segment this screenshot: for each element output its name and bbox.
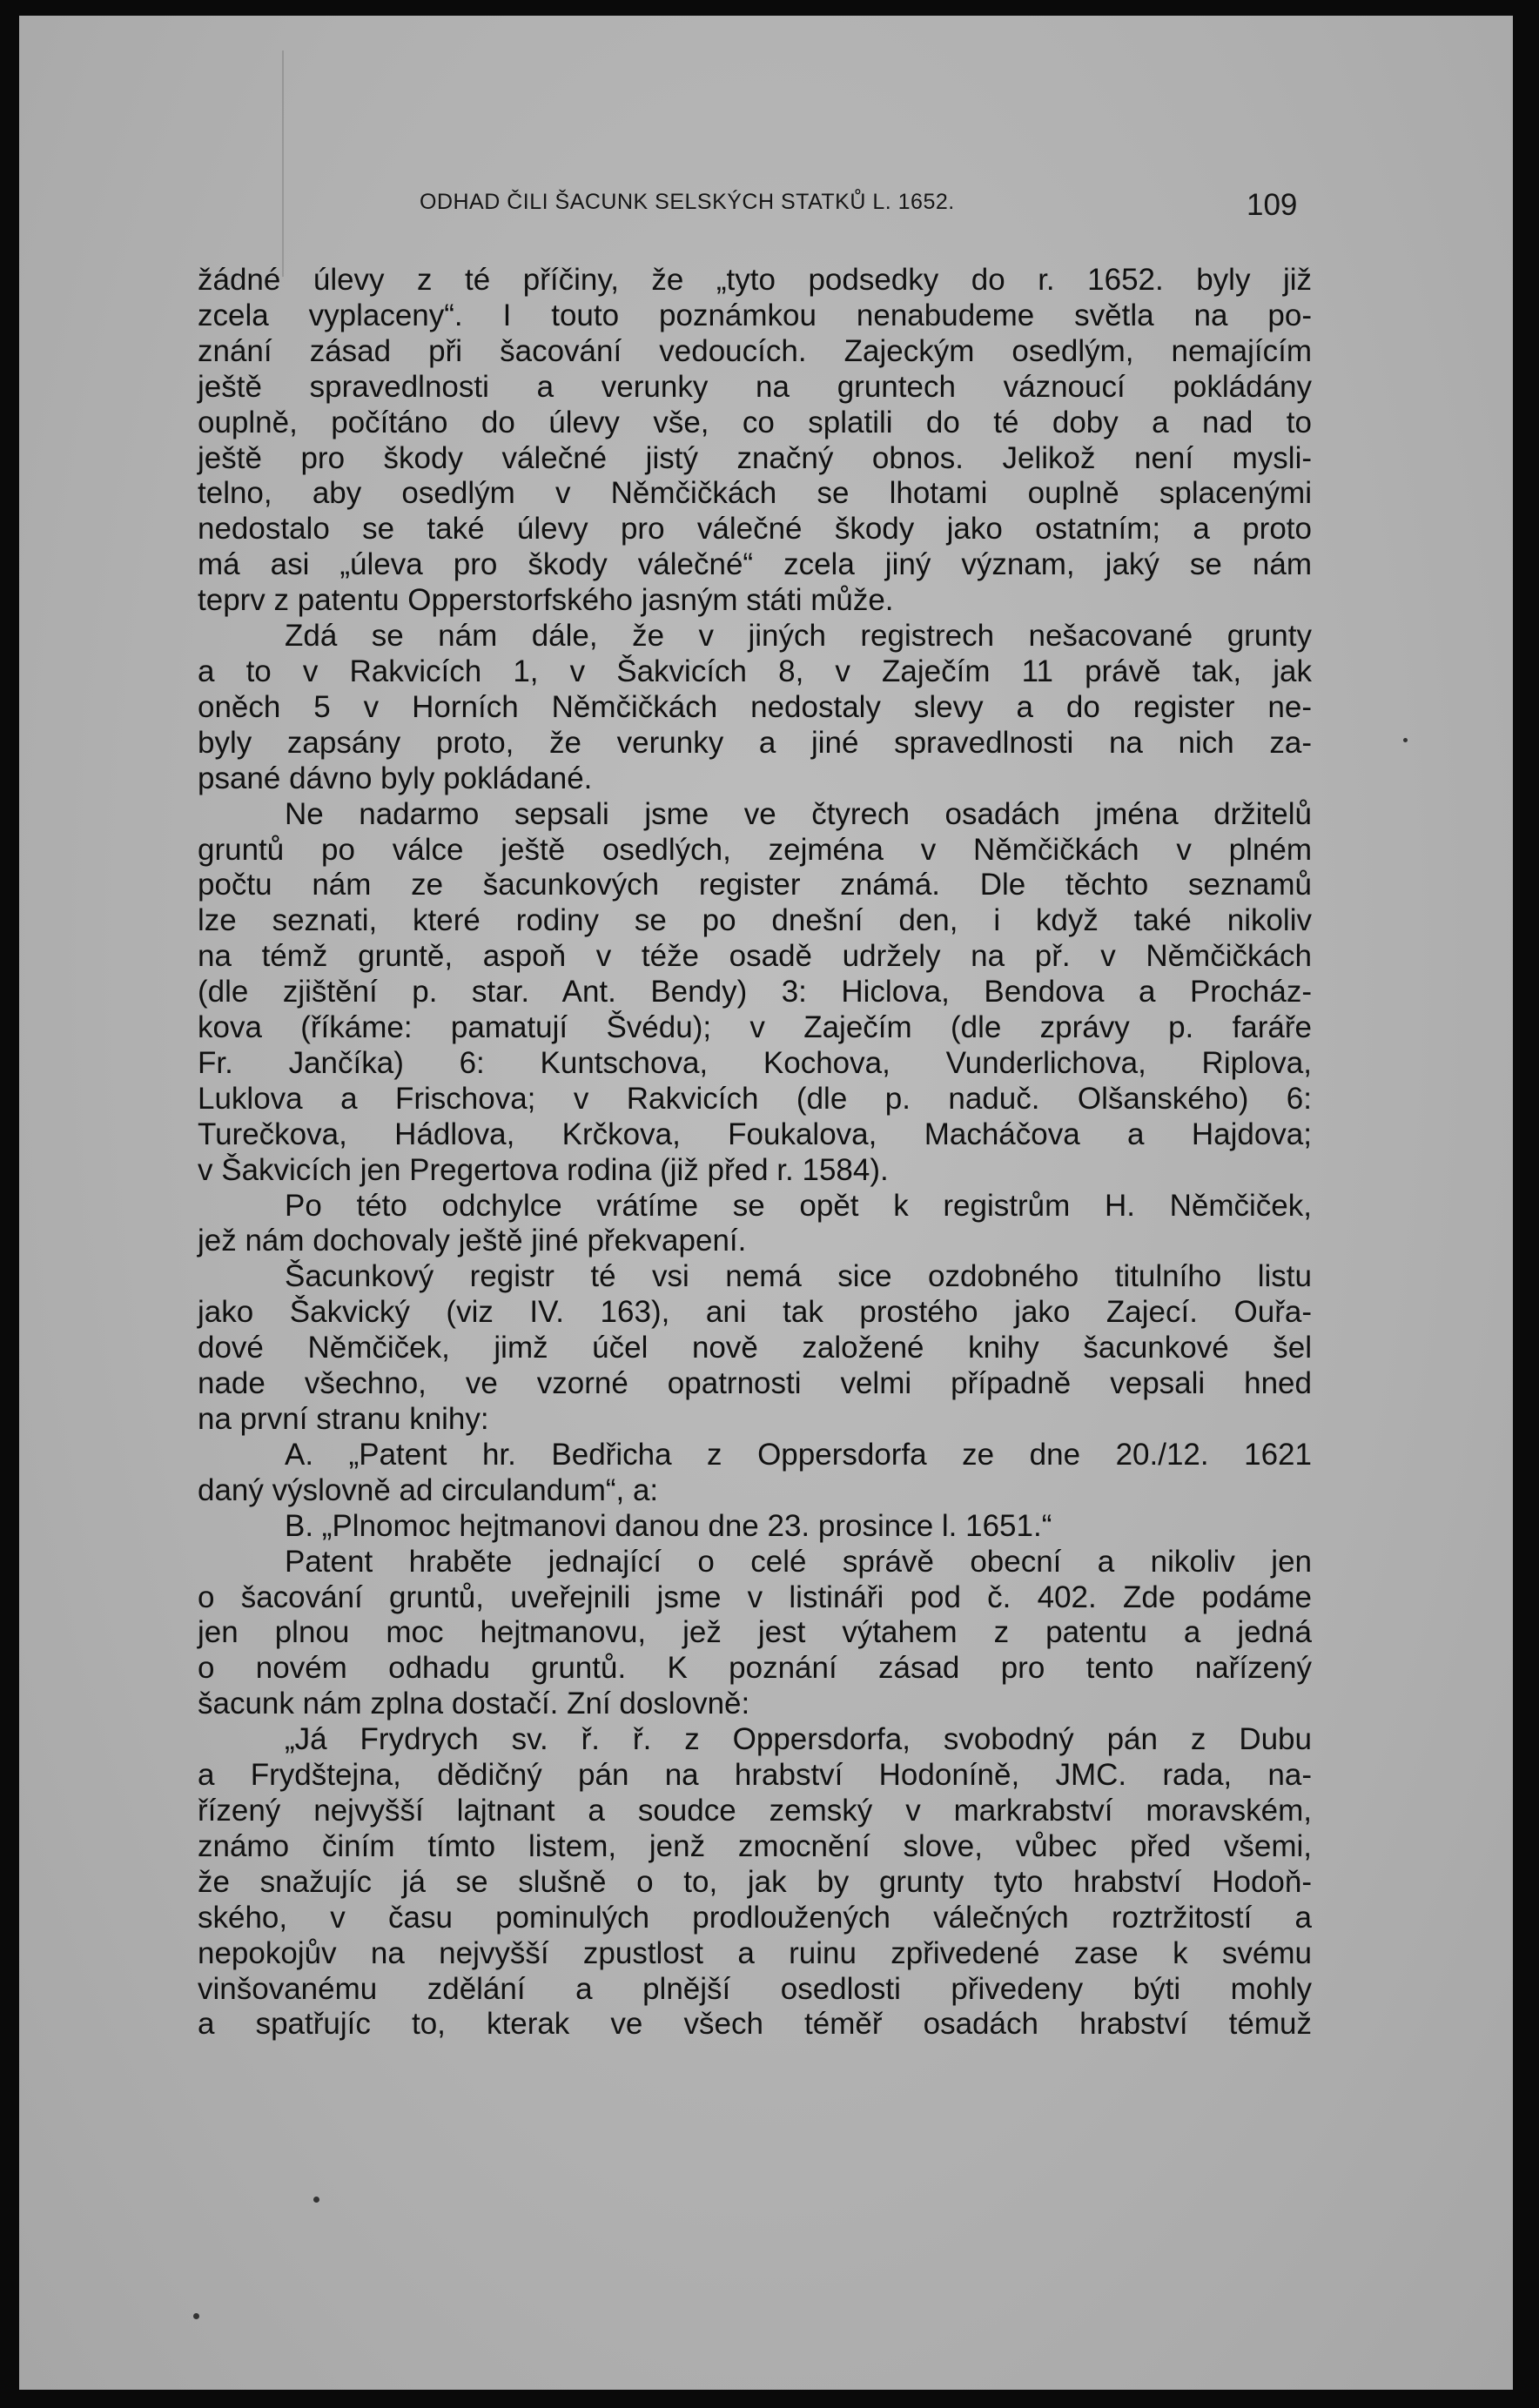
text-line: má asi „úleva pro škody válečné“ zcela jiný význam, jaký se nám [198,547,1312,582]
scan-speck [313,2197,319,2203]
text-line: a to v Rakvicích 1, v Šakvicích 8, v Zaječím 11 právě tak, jak [198,654,1312,688]
quote-start: „Já Frydrych sv. ř. ř. z Oppersdorfa, svobodný pán z Dubu [285,1722,1312,1757]
text-line: Fr. Jančíka) 6: Kuntschova, Kochova, Vunderlichova, Riplova, [198,1045,1312,1080]
text-line: šacunk nám zplna dostačí. Zní doslovně: [198,1687,750,1721]
text-line: o šacování gruntů, uveřejnili jsme v listináři pod č. 402. Zde podáme [198,1580,1312,1614]
text-line: znání zásad při šacování vedoucích. Zajeckým osedlým, nemajícím [198,333,1312,368]
text-line: Luklova a Frischova; v Rakvicích (dle p. naduč. Olšanského) 6: [198,1081,1312,1116]
text-line: byly zapsány proto, že verunky a jiné spravedlnosti na nich za- [198,725,1312,760]
text-line: dové Němčiček, jimž účel nově založené knihy šacunkové šel [198,1331,1312,1365]
scan-artifact-line [282,50,284,277]
text-line: Turečkova, Hádlova, Krčkova, Foukalova, Macháčova a Hajdova; [198,1117,1312,1151]
quote-line: známo činím tímto listem, jenž zmocnění slove, vůbec před všemi, [198,1828,1312,1863]
text-line: zcela vyplaceny“. I touto poznámkou nenabudeme světla na po- [198,298,1312,332]
paragraph-start: Patent hraběte jednající o celé správě obecní a nikoliv jen [285,1544,1312,1579]
text-line: teprv z patentu Opperstorfského jasným státi může. [198,583,894,618]
text-line: (dle zjištění p. star. Ant. Bendy) 3: Hiclova, Bendova a Procház- [198,975,1312,1009]
text-line: psané dávno byly pokládané. [198,761,593,795]
list-item-b: B. „Plnomoc hejtmanovi danou dne 23. prosince l. 1651.“ [285,1508,1052,1543]
text-line: na témž gruntě, aspoň v téže osadě udržely na př. v Němčičkách [198,939,1312,974]
paragraph-start: Po této odchylce vrátíme se opět k registrům H. Němčiček, [285,1188,1312,1223]
list-item-a: A. „Patent hr. Bedřicha z Oppersdorfa ze dne 20./12. 1621 [285,1437,1312,1472]
paragraph-start: Ne nadarmo sepsali jsme ve čtyrech osadách jména držitelů [285,796,1312,831]
text-line: o novém odhadu gruntů. K poznání zásad pro tento nařízený [198,1651,1312,1686]
text-line: gruntů po válce ještě osedlých, zejména v Němčičkách v plném [198,832,1312,867]
text-line: nedostalo se také úlevy pro válečné škody jako ostatním; a proto [198,512,1312,547]
scan-speck [1403,738,1408,742]
quote-line: vinšovanému zdělání a plnější osedlosti přivedeny býti mohly [198,1971,1312,2006]
quote-line: ského, v času pominulých prodloužených válečných roztržitostí a [198,1900,1312,1935]
text-line: žádné úlevy z té příčiny, že „tyto podsedky do r. 1652. byly již [198,263,1312,297]
book-page [19,16,1513,2390]
text-line: v Šakvicích jen Pregertova rodina (již před r. 1584). [198,1152,889,1187]
text-line: jen plnou moc hejtmanovu, jež jest výtahem z patentu a jedná [198,1615,1312,1650]
text-line: ouplně, počítáno do úlevy vše, co splatili do té doby a nad to [198,405,1312,439]
scan-speck [193,2313,199,2319]
quote-line: a Frydštejna, dědičný pán na hrabství Hodoníně, JMC. rada, na- [198,1758,1312,1793]
paragraph-start: Šacunkový registr té vsi nemá sice ozdobného titulního listu [285,1259,1312,1294]
paragraph-start: Zdá se nám dále, že v jiných registrech nešacované grunty [285,619,1312,654]
quote-line: a spatřujíc to, kterak ve všech téměř osadách hrabství témuž [198,2007,1312,2042]
text-line: ještě spravedlnosti a verunky na gruntech váznoucí pokládány [198,369,1312,404]
text-line: nade všechno, ve vzorné opatrnosti velmi případně vepsali hned [198,1366,1312,1401]
page-number: 109 [1247,188,1298,222]
running-header: ODHAD ČILI ŠACUNK SELSKÝCH STATKŮ L. 1652. [420,190,955,214]
text-line: kova (říkáme: pamatují Švédu); v Zaječím (dle zprávy p. faráře [198,1010,1312,1045]
quote-line: že snažujíc já se slušně o to, jak by grunty tyto hrabství Hodoň- [198,1864,1312,1899]
text-line: oněch 5 v Horních Němčičkách nedostaly slevy a do register ne- [198,689,1312,724]
quote-line: nepokojův na nejvyšší zpustlost a ruinu zpřivedené zase k svému [198,1935,1312,1970]
text-line: telno, aby osedlým v Němčičkách se lhotami ouplně splacenými [198,476,1312,511]
text-line: ještě pro škody válečné jistý značný obnos. Jelikož není mysli- [198,440,1312,475]
text-line: počtu nám ze šacunkových register známá. Dle těchto seznamů [198,868,1312,902]
text-line: daný výslovně ad circulandum“, a: [198,1472,659,1507]
quote-line: řízený nejvyšší lajtnant a soudce zemský v markrabství moravském, [198,1793,1312,1828]
text-line: jako Šakvický (viz IV. 163), ani tak prostého jako Zajecí. Ouřa- [198,1295,1312,1330]
text-line: lze seznati, které rodiny se po dnešní den, i když také nikoliv [198,903,1312,938]
body-text [198,263,1312,2042]
text-line: na první stranu knihy: [198,1402,489,1436]
text-line: jež nám dochovaly ještě jiné překvapení. [198,1224,747,1258]
